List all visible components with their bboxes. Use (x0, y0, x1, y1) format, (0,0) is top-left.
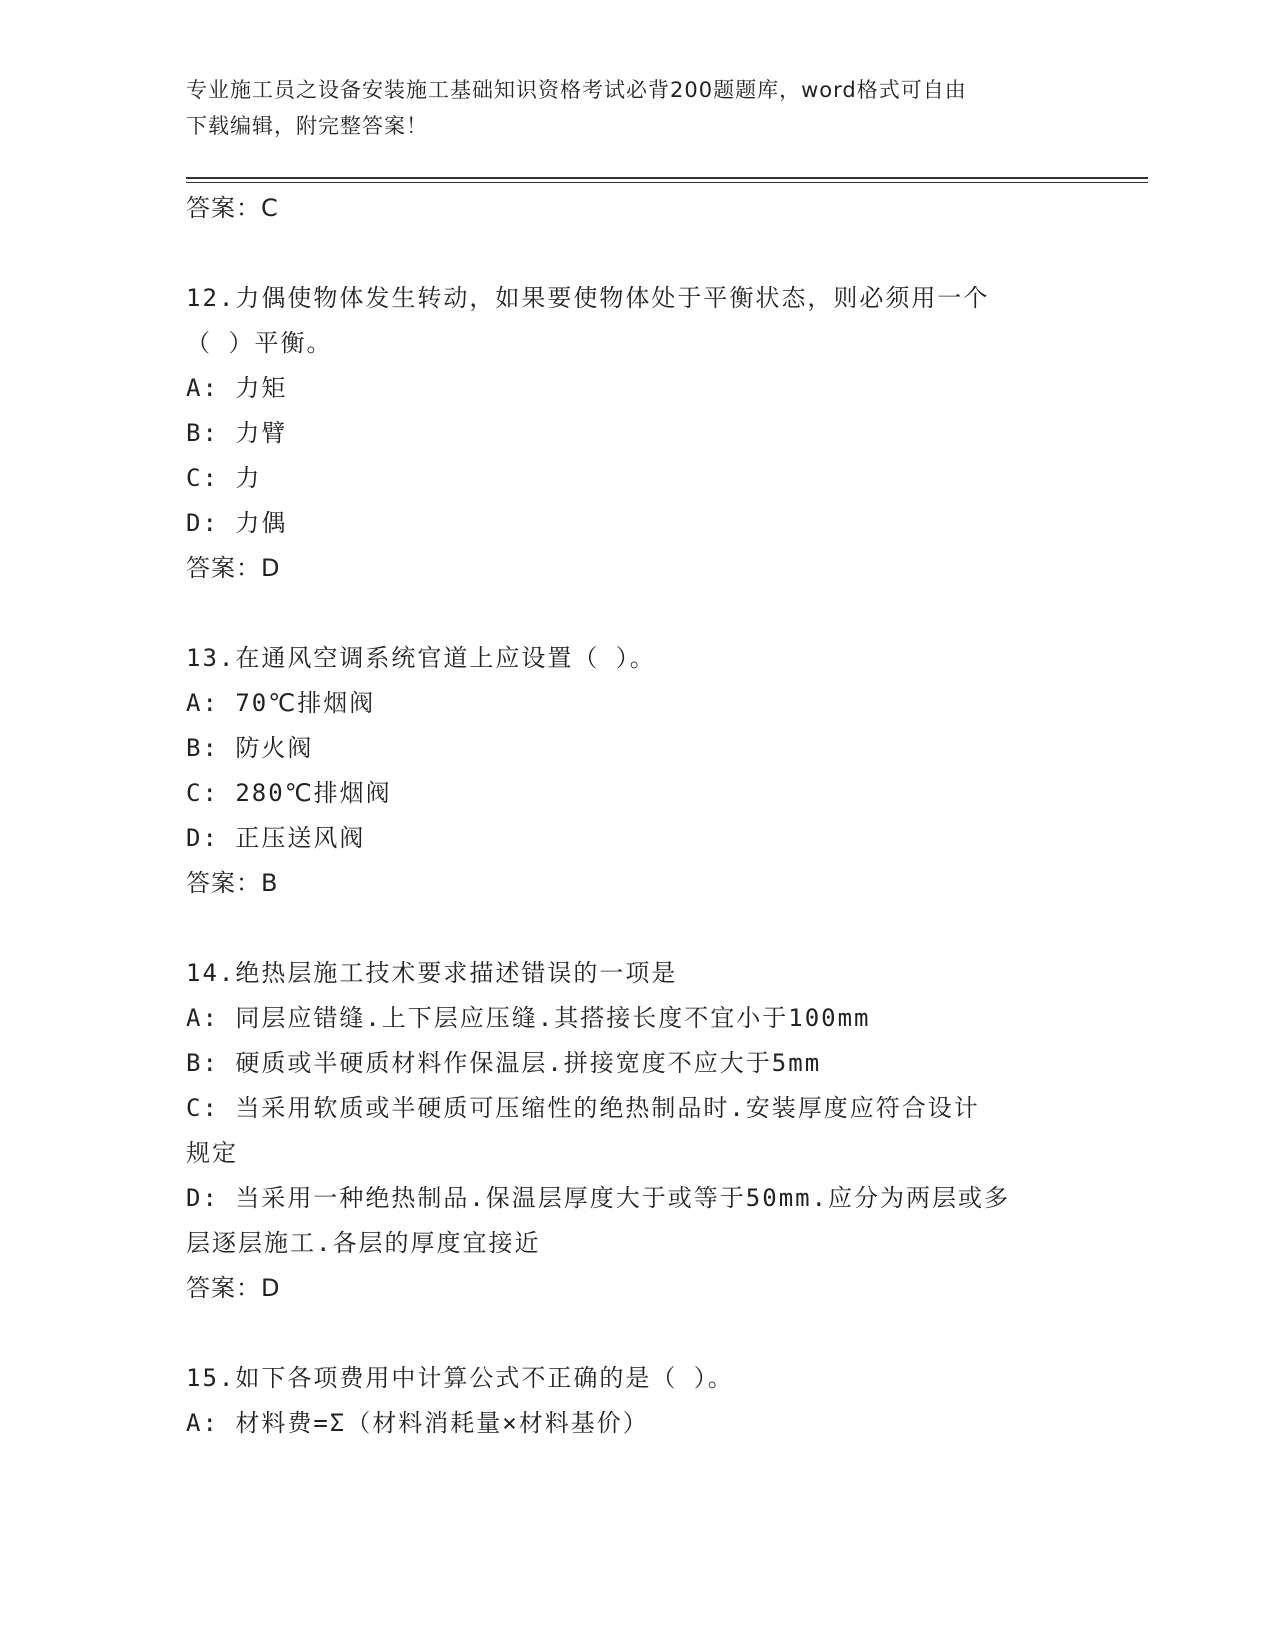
option-b: B: 力臂 (186, 419, 288, 447)
answer: 答案：D (186, 1274, 281, 1302)
question-15 (186, 1356, 1086, 1446)
option-a: A: 70℃排烟阀 (186, 689, 376, 717)
header-divider-thin (186, 182, 1148, 183)
option-d: D: 当采用一种绝热制品.保温层厚度大于或等于50mm.应分为两层或多 (186, 1184, 1011, 1212)
question-12 (186, 276, 1086, 591)
question-14 (186, 951, 1086, 1311)
question-stem: 12.力偶使物体发生转动，如果要使物体处于平衡状态，则必须用一个 (186, 284, 990, 312)
option-c: C: 280℃排烟阀 (186, 779, 392, 807)
option-d: D: 正压送风阀 (186, 824, 366, 852)
option-a: A: 材料费=Σ（材料消耗量×材料基价） (186, 1409, 649, 1437)
question-stem: 15.如下各项费用中计算公式不正确的是（ ）。 (186, 1364, 734, 1392)
option-d-continued: 层逐层施工.各层的厚度宜接近 (186, 1229, 541, 1257)
option-c-continued: 规定 (186, 1139, 238, 1167)
spacer (186, 1311, 1086, 1356)
answer: 答案：B (186, 869, 279, 897)
option-a: A: 力矩 (186, 374, 288, 402)
option-b: B: 硬质或半硬质材料作保温层.拼接宽度不应大于5mm (186, 1049, 822, 1077)
spacer (186, 906, 1086, 951)
question-stem-continued: （ ）平衡。 (186, 329, 333, 357)
question-13 (186, 636, 1086, 906)
option-c: C: 力 (186, 464, 262, 492)
option-d: D: 力偶 (186, 509, 288, 537)
spacer (186, 591, 1086, 636)
header-title-line-1: 专业施工员之设备安装施工基础知识资格考试必背200题题库，word格式可自由 (186, 78, 967, 102)
question-stem: 14.绝热层施工技术要求描述错误的一项是 (186, 959, 678, 987)
question-stem: 13.在通风空调系统官道上应设置（ ）。 (186, 644, 656, 672)
option-b: B: 防火阀 (186, 734, 314, 762)
previous-answer: 答案：C (186, 194, 279, 222)
spacer (186, 231, 1086, 276)
document-header (186, 72, 1066, 144)
question-list (186, 186, 1086, 1446)
header-divider-thick (186, 177, 1148, 179)
answer: 答案：D (186, 554, 281, 582)
header-title-line-2: 下载编辑，附完整答案！ (186, 114, 428, 138)
option-c: C: 当采用软质或半硬质可压缩性的绝热制品时.安装厚度应符合设计 (186, 1094, 980, 1122)
option-a: A: 同层应错缝.上下层应压缝.其搭接长度不宜小于100mm (186, 1004, 871, 1032)
